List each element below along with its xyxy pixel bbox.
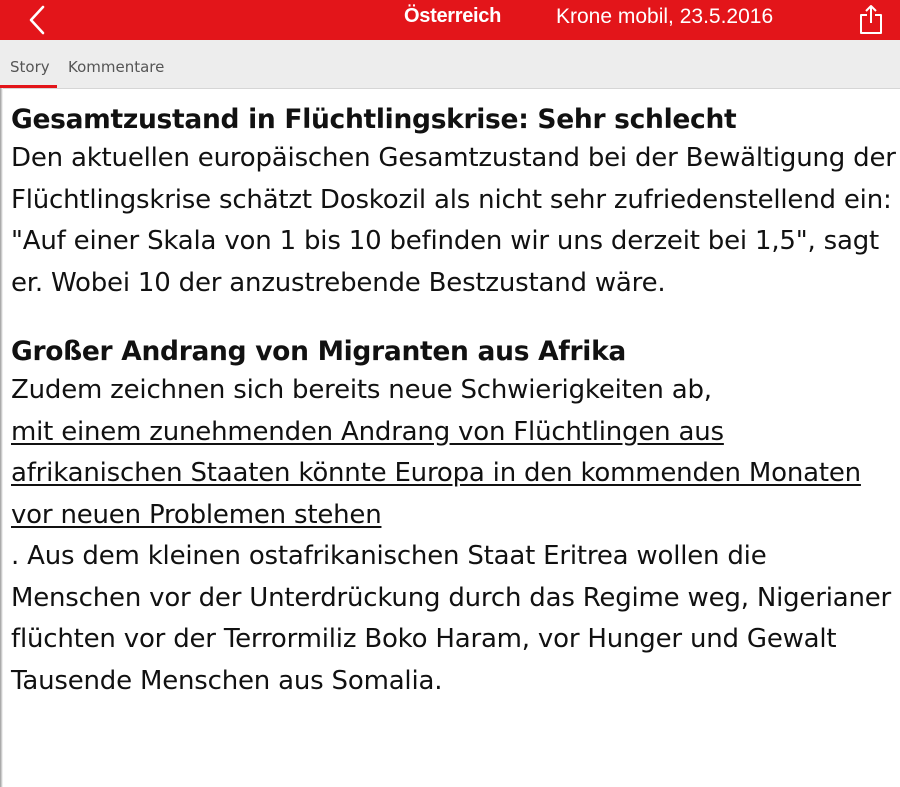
tab-story[interactable]: Story (10, 58, 50, 76)
top-bar (0, 0, 900, 40)
section-paragraph (11, 370, 896, 702)
article-link[interactable]: mit einem zunehmenden Andrang von Flüchtlingen aus afrikanischen Staaten könnte Europa in den kommenden Monaten vor neuen Problemen stehen (11, 416, 861, 530)
section-spacer (11, 304, 896, 334)
chevron-left-icon (28, 5, 46, 35)
share-icon (859, 3, 883, 35)
tab-kommentare[interactable]: Kommentare (68, 58, 165, 76)
app-title: Österreich (404, 5, 502, 27)
section-paragraph: Den aktuellen europäischen Gesamtzustand bei der Bewältigung der Flüchtlingskrise schätzt Doskozil als nicht sehr zufriedenstellend ein: "Auf einer Skala von 1 bis 10 befinden wir uns derzeit bei 1,5", sagt er. Wobei 10 der anzustrebende Bestzustand wäre. (11, 143, 896, 298)
article-content (11, 102, 896, 702)
source-caption: Krone mobil, 23.5.2016 (556, 5, 774, 28)
tab-bar (0, 40, 900, 89)
section-heading: Großer Andrang von Migranten aus Afrika (11, 336, 626, 367)
article-body (0, 88, 900, 787)
back-button[interactable] (22, 4, 52, 36)
paragraph-rest: . Aus dem kleinen ostafrikanischen Staat Eritrea wollen die Menschen vor der Unterdrückung durch das Regime weg, Nigerianer flüchten vor der Terrormiliz Boko Haram, vor Hunger und Gewalt Tausende Menschen aus Somalia. (11, 541, 892, 696)
section-heading: Gesamtzustand in Flüchtlingskrise: Sehr schlecht (11, 104, 737, 135)
paragraph-intro: Zudem zeichnen sich bereits neue Schwierigkeiten ab, (11, 375, 712, 405)
share-button[interactable] (854, 2, 888, 36)
